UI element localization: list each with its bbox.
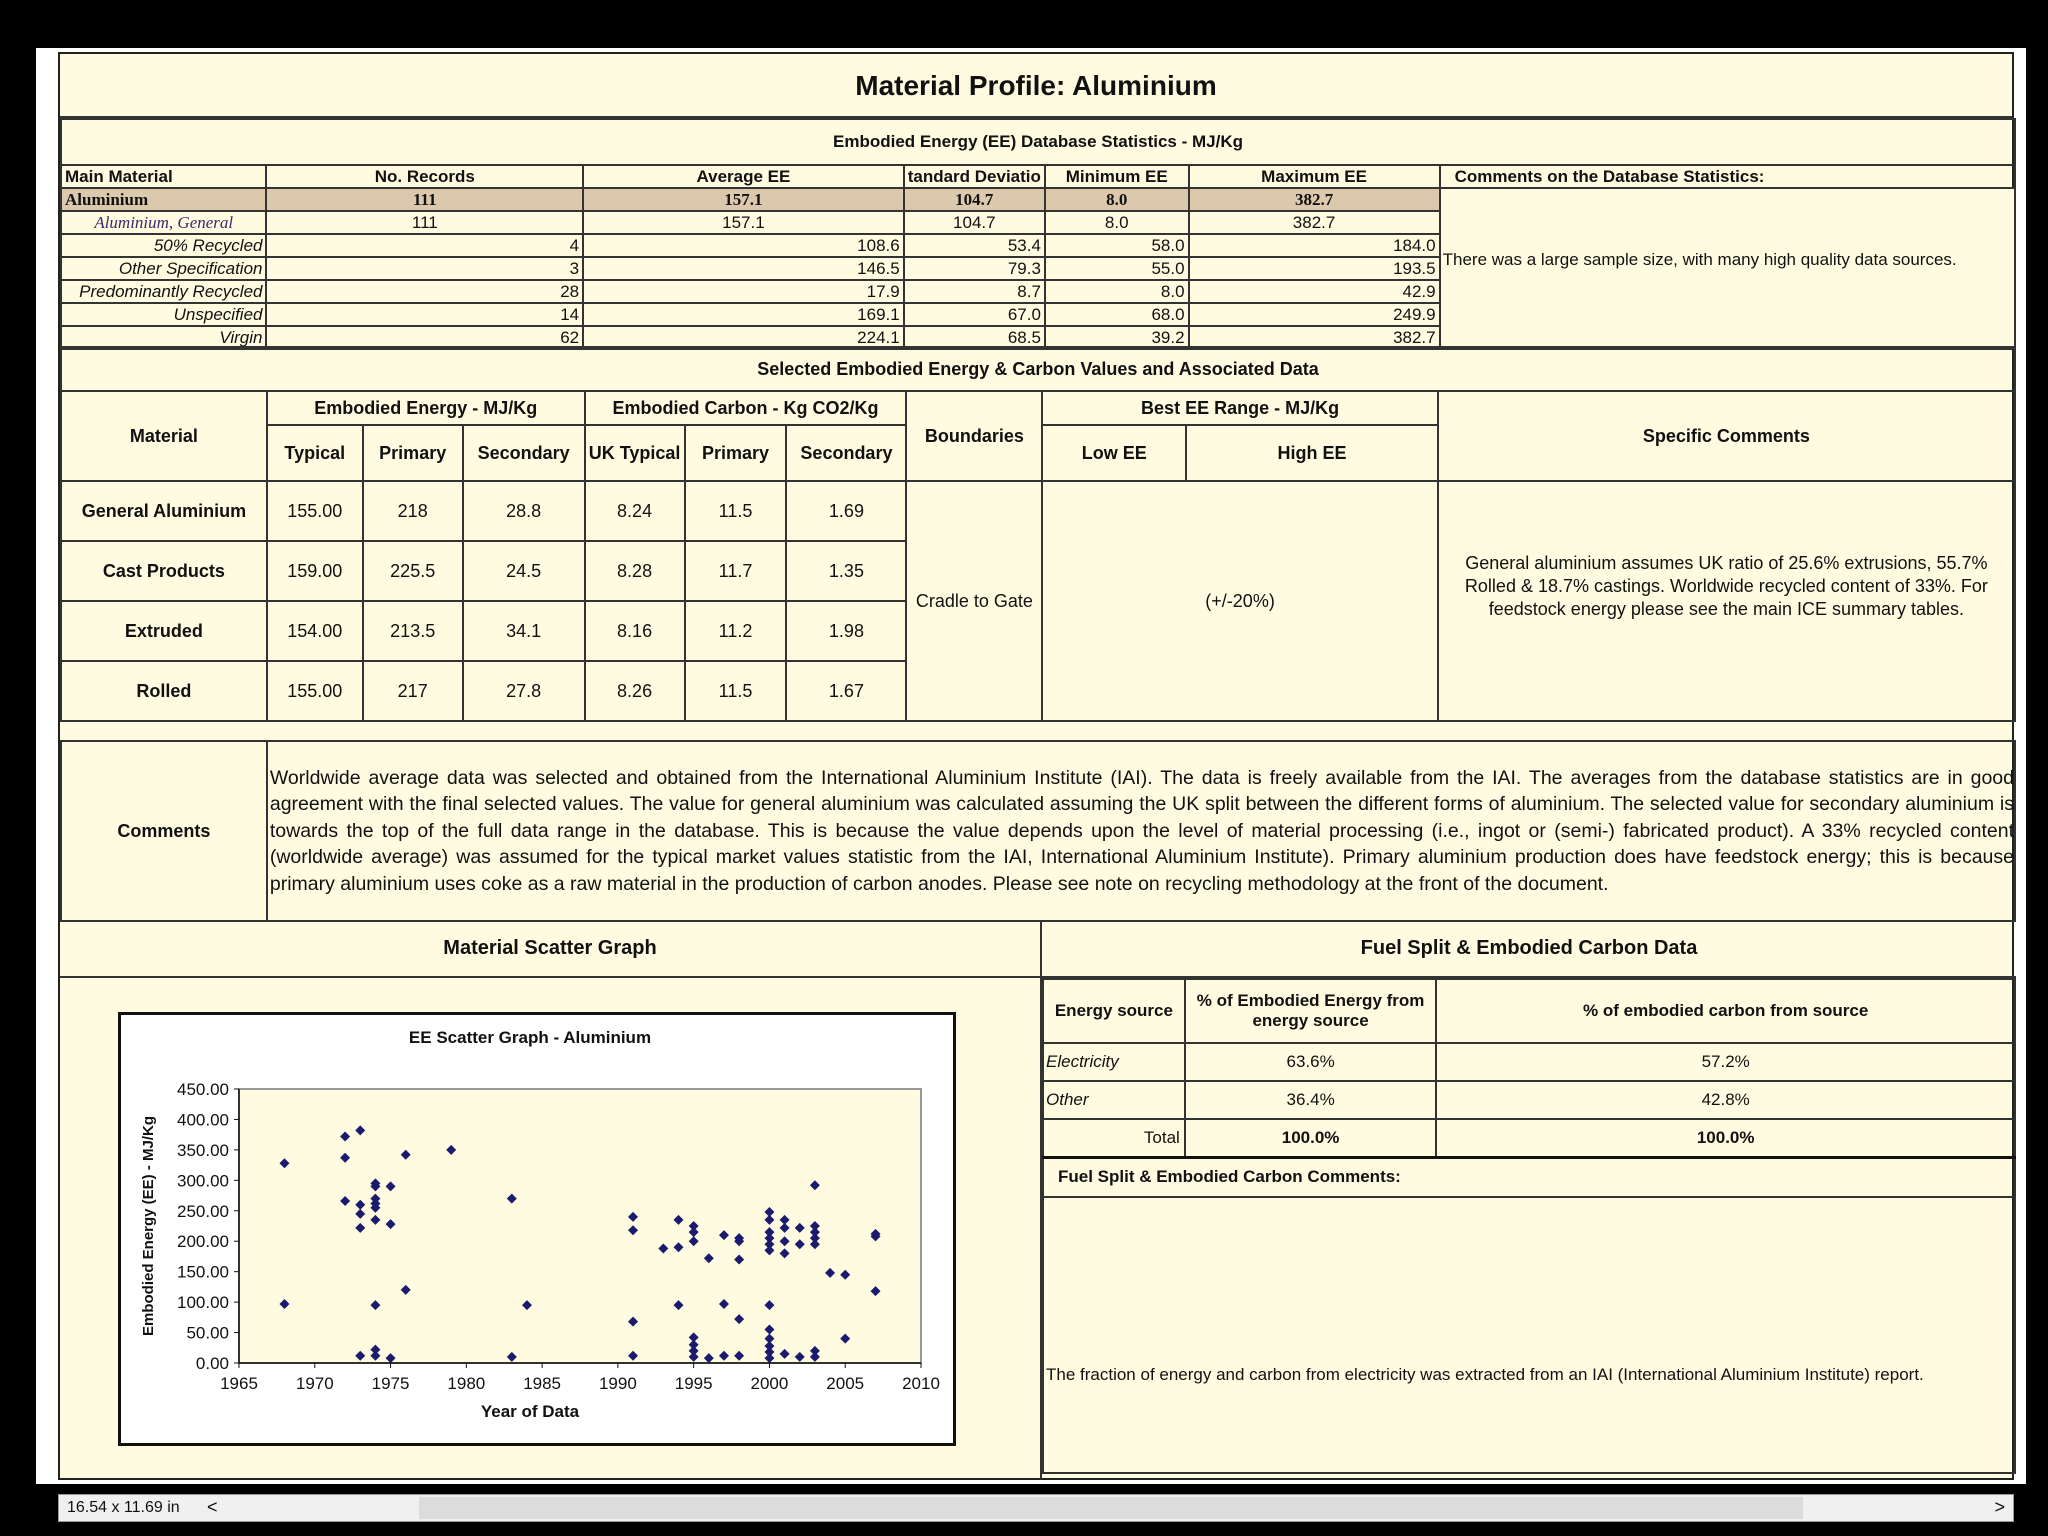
value-cell: 8.24 [585, 481, 685, 541]
value-cell: 213.5 [363, 601, 463, 661]
vertical-scrollbar-area[interactable] [2036, 0, 2048, 1484]
fuel-carbon-total: 100.0% [1436, 1119, 2015, 1157]
value-cell: 217 [363, 661, 463, 721]
y-tick-label: 250.00 [177, 1201, 229, 1221]
y-tick-label: 200.00 [177, 1232, 229, 1252]
stats-cell: 382.7 [1189, 188, 1440, 211]
y-tick-label: 400.00 [177, 1110, 229, 1130]
stats-cell: 67.0 [904, 303, 1045, 326]
stats-cell: 62 [266, 326, 583, 349]
y-tick-label: 0.00 [195, 1354, 229, 1373]
stats-comments-text: There was a large sample size, with many high quality data sources. [1440, 188, 2015, 349]
stats-cell: 382.7 [1189, 211, 1440, 234]
status-bar [0, 1484, 2048, 1536]
stats-cell: 8.0 [1045, 188, 1189, 211]
y-tick-label: 450.00 [177, 1080, 229, 1099]
specific-comments-text: General aluminium assumes UK ratio of 25.6% extrusions, 55.7% Rolled & 18.7% castings. Worldwide recycled content of 33%. For feedstock energy please see the main ICE summary tables. [1438, 481, 2015, 721]
value-cell: 1.98 [786, 601, 906, 661]
stats-cell: 382.7 [1189, 326, 1440, 349]
sub-header-primary: Primary [363, 425, 463, 481]
fuel-carbon-electricity: 57.2% [1436, 1043, 2015, 1081]
selected-header-range-group: Best EE Range - MJ/Kg [1042, 391, 1437, 425]
x-tick-label: 1975 [371, 1374, 410, 1393]
x-tick-label: 1980 [447, 1374, 486, 1393]
stats-header-average: Average EE [583, 165, 904, 188]
stats-cell: 224.1 [583, 326, 904, 349]
stats-cell: 108.6 [583, 234, 904, 257]
value-cell: 1.67 [786, 661, 906, 721]
stats-header-maximum: Maximum EE [1189, 165, 1440, 188]
stats-cell: 58.0 [1045, 234, 1189, 257]
stats-cell: Unspecified [61, 303, 266, 326]
sub-header-typical: Typical [267, 425, 363, 481]
selected-header-boundaries: Boundaries [906, 391, 1042, 481]
stats-cell: 68.5 [904, 326, 1045, 349]
scatter-pane [60, 920, 1042, 1480]
stats-cell: 68.0 [1045, 303, 1189, 326]
stats-cell: 14 [266, 303, 583, 326]
stats-cell: 8.0 [1045, 280, 1189, 303]
selected-header-material: Material [61, 391, 267, 481]
stats-cell: 3 [266, 257, 583, 280]
value-cell: 225.5 [363, 541, 463, 601]
fuel-header-source: Energy source [1043, 979, 1185, 1043]
stats-cell: 157.1 [583, 211, 904, 234]
stats-cell: 111 [266, 188, 583, 211]
stats-cell: Other Specification [61, 257, 266, 280]
x-tick-label: 1995 [674, 1374, 713, 1393]
database-statistics-table [60, 118, 2016, 350]
value-cell: 11.5 [685, 481, 787, 541]
stats-cell: Aluminium [61, 188, 266, 211]
value-cell: 1.69 [786, 481, 906, 541]
stats-cell: 8.0 [1045, 211, 1189, 234]
sub-header-high-ee: High EE [1186, 425, 1438, 481]
scatter-chart [121, 1015, 953, 1443]
x-tick-label: 2000 [750, 1374, 789, 1393]
value-cell: 24.5 [463, 541, 585, 601]
scatter-section-title: Material Scatter Graph [60, 920, 1040, 978]
material-name: Rolled [61, 661, 267, 721]
boundary-value: Cradle to Gate [906, 481, 1042, 721]
stats-cell: 146.5 [583, 257, 904, 280]
stats-cell: 193.5 [1189, 257, 1440, 280]
y-tick-label: 100.00 [177, 1293, 229, 1313]
fuel-split-pane [1042, 920, 2016, 1480]
x-tick-label: 2005 [826, 1374, 865, 1393]
value-cell: 34.1 [463, 601, 585, 661]
stats-cell: 104.7 [904, 211, 1045, 234]
stats-cell: 184.0 [1189, 234, 1440, 257]
material-name: Extruded [61, 601, 267, 661]
sub-header-uk-typical: UK Typical [585, 425, 685, 481]
fuel-ee-total: 100.0% [1185, 1119, 1437, 1157]
fuel-section-title: Fuel Split & Embodied Carbon Data [1042, 920, 2016, 978]
y-tick-label: 50.00 [186, 1323, 229, 1343]
selected-header-specific: Specific Comments [1438, 391, 2015, 481]
y-tick-label: 300.00 [177, 1171, 229, 1191]
stats-cell: 42.9 [1189, 280, 1440, 303]
x-tick-label: 2010 [902, 1374, 940, 1393]
stats-header-records: No. Records [266, 165, 583, 188]
stats-cell: Virgin [61, 326, 266, 349]
stats-cell: Aluminium, General [61, 211, 266, 234]
selected-section-title: Selected Embodied Energy & Carbon Values and Associated Data [61, 347, 2015, 391]
value-cell: 11.7 [685, 541, 787, 601]
scatter-chart-frame [118, 1012, 956, 1446]
stats-cell: 55.0 [1045, 257, 1189, 280]
stats-header-stddev: tandard Deviatio [904, 165, 1045, 188]
x-axis-label: Year of Data [480, 1402, 580, 1421]
stats-cell: 169.1 [583, 303, 904, 326]
sub-header-low-ee: Low EE [1042, 425, 1186, 481]
material-name: Cast Products [61, 541, 267, 601]
fuel-ee-other: 36.4% [1185, 1081, 1437, 1119]
stats-cell: 17.9 [583, 280, 904, 303]
scroll-right-icon[interactable]: > [1994, 1497, 2005, 1517]
value-cell: 11.5 [685, 661, 787, 721]
value-cell: 8.26 [585, 661, 685, 721]
stats-header-minimum: Minimum EE [1045, 165, 1189, 188]
value-cell: 154.00 [267, 601, 363, 661]
value-cell: 27.8 [463, 661, 585, 721]
y-tick-label: 150.00 [177, 1262, 229, 1282]
selected-values-table [60, 346, 2016, 722]
ee-range-value: (+/-20%) [1042, 481, 1437, 721]
y-axis-label: Embodied Energy (EE) - MJ/Kg [140, 1115, 157, 1337]
comments-label: Comments [61, 741, 267, 921]
value-cell: 8.28 [585, 541, 685, 601]
chart-title: EE Scatter Graph - Aluminium [408, 1028, 652, 1047]
fuel-total-label: Total [1043, 1119, 1185, 1157]
comments-table [60, 740, 2016, 922]
selected-header-ee-group: Embodied Energy - MJ/Kg [267, 391, 585, 425]
stats-cell: 53.4 [904, 234, 1045, 257]
selected-header-ec-group: Embodied Carbon - Kg CO2/Kg [585, 391, 907, 425]
stats-cell: 157.1 [583, 188, 904, 211]
stats-cell: 104.7 [904, 188, 1045, 211]
y-tick-label: 350.00 [177, 1140, 229, 1160]
stats-cell: 28 [266, 280, 583, 303]
stats-comments-header: Comments on the Database Statistics: [1440, 165, 2015, 188]
material-name: General Aluminium [61, 481, 267, 541]
scroll-left-icon[interactable]: < [207, 1497, 218, 1517]
stats-cell: 50% Recycled [61, 234, 266, 257]
stats-cell: 8.7 [904, 280, 1045, 303]
sub-header-primary-carbon: Primary [685, 425, 787, 481]
x-tick-label: 1990 [598, 1374, 637, 1393]
stats-header-main-material: Main Material [61, 165, 266, 188]
fuel-split-table [1042, 978, 2016, 1474]
fuel-source-other: Other [1043, 1081, 1185, 1119]
fuel-header-carbon: % of embodied carbon from source [1436, 979, 2015, 1043]
x-tick-label: 1985 [523, 1374, 562, 1393]
stats-cell: 111 [266, 211, 583, 234]
value-cell: 159.00 [267, 541, 363, 601]
value-cell: 155.00 [267, 481, 363, 541]
sub-header-secondary: Secondary [463, 425, 585, 481]
stats-cell: 4 [266, 234, 583, 257]
horizontal-scrollbar[interactable] [58, 1494, 2014, 1522]
value-cell: 1.35 [786, 541, 906, 601]
stats-cell: 39.2 [1045, 326, 1189, 349]
stats-cell: 79.3 [904, 257, 1045, 280]
value-cell: 8.16 [585, 601, 685, 661]
page-title: Material Profile: Aluminium [60, 54, 2012, 118]
x-tick-label: 1965 [220, 1374, 258, 1393]
stats-cell: Predominantly Recycled [61, 280, 266, 303]
page-size-label: 16.54 x 11.69 in [67, 1499, 180, 1516]
fuel-header-ee: % of Embodied Energy from energy source [1185, 979, 1437, 1043]
value-cell: 218 [363, 481, 463, 541]
value-cell: 155.00 [267, 661, 363, 721]
bottom-section [60, 920, 2016, 1480]
scroll-thumb[interactable] [419, 1497, 1803, 1519]
value-cell: 28.8 [463, 481, 585, 541]
fuel-carbon-other: 42.8% [1436, 1081, 2015, 1119]
stats-section-title: Embodied Energy (EE) Database Statistics - MJ/Kg [61, 119, 2015, 165]
fuel-comments-text: The fraction of energy and carbon from electricity was extracted from an IAI (International Aluminium Institute) report. [1043, 1197, 2015, 1473]
fuel-source-electricity: Electricity [1043, 1043, 1185, 1081]
fuel-comments-header: Fuel Split & Embodied Carbon Comments: [1043, 1157, 2015, 1197]
comments-text: Worldwide average data was selected and obtained from the International Aluminium Institute (IAI). The data is freely available from the IAI. The averages from the database statistics are in good agreement with the final selected values. The value for general aluminium was calculated assuming the UK split between the different forms of aluminium. The selected value for secondary aluminium is towards the top of the full data range in the database. This is because the value depends upon the level of material processing (i.e., ingot or (semi-) fabricated product). A 33% recycled content (worldwide average) was assumed for the typical market values statistic from the IAI, International Aluminium Institute). Primary aluminium production does have feedstock energy; this is because primary aluminium uses coke as a raw material in the production of carbon anodes. Please see note on recycling methodology at the front of the document. [267, 741, 2015, 921]
sub-header-secondary-carbon: Secondary [786, 425, 906, 481]
material-profile-document [58, 52, 2014, 1480]
fuel-ee-electricity: 63.6% [1185, 1043, 1437, 1081]
stats-cell: 249.9 [1189, 303, 1440, 326]
x-tick-label: 1970 [295, 1374, 334, 1393]
value-cell: 11.2 [685, 601, 787, 661]
